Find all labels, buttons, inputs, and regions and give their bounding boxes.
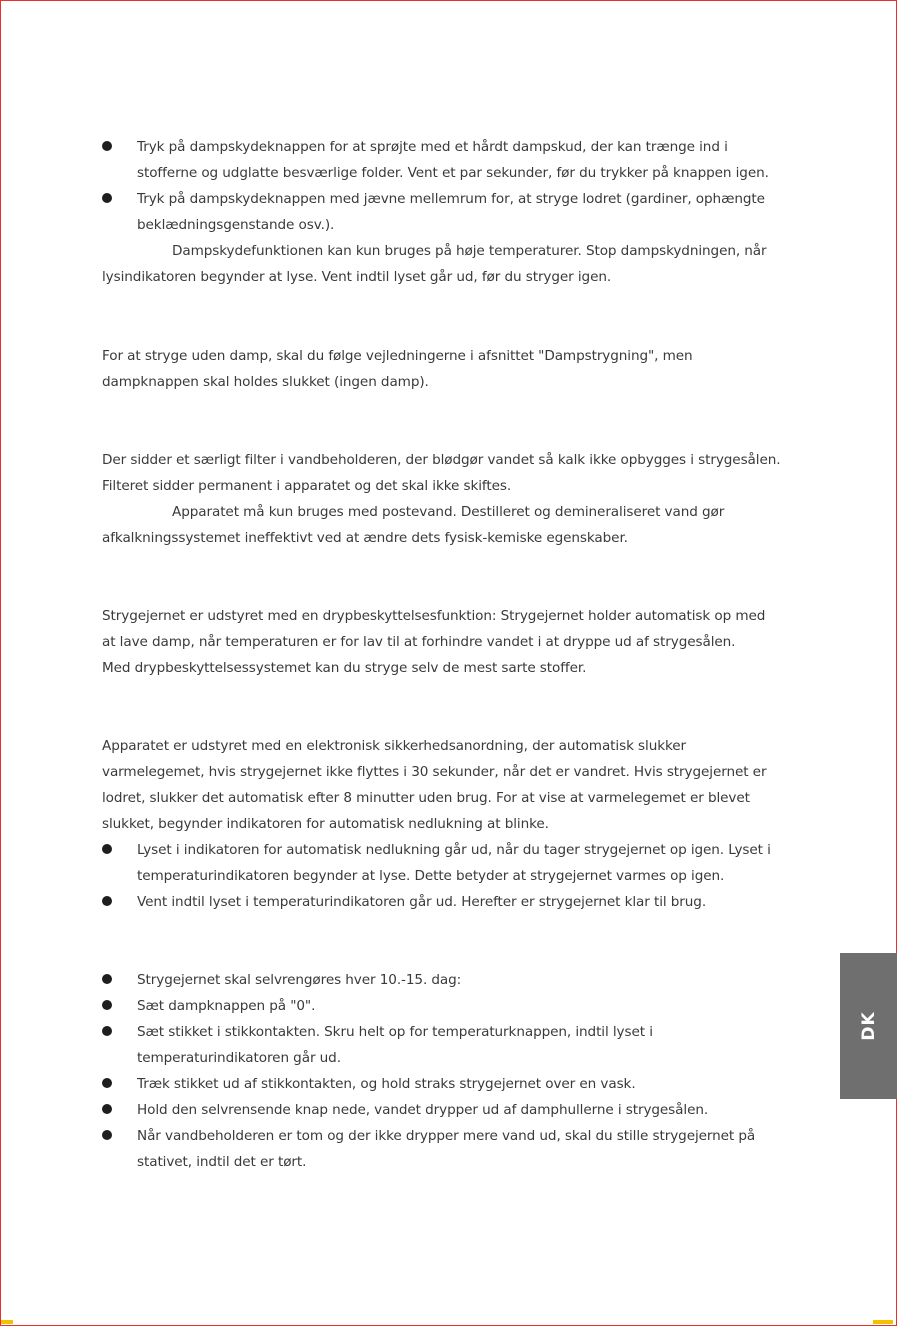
- crop-mark: [1, 1320, 13, 1324]
- bullet-icon: [102, 1130, 112, 1140]
- bullet-icon: [102, 1000, 112, 1010]
- list-item-text: Når vandbeholderen er tom og der ikke drypper mere vand ud, skal du stille strygejernet på: [137, 1128, 756, 1144]
- bullet-icon: [102, 974, 112, 984]
- note-text: afkalkningssystemet ineffektivt ved at ændre dets fysisk-kemiske egenskaber.: [102, 530, 628, 546]
- bullet-icon: [102, 1104, 112, 1114]
- paragraph-text: Filteret sidder permanent i apparatet og det skal ikke skiftes.: [102, 478, 512, 494]
- note-text: lysindikatoren begynder at lyse. Vent indtil lyset går ud, før du stryger igen.: [102, 269, 612, 285]
- list-item-text: Lyset i indikatoren for automatisk nedlukning går ud, når du tager strygejernet op igen. Lyset i: [137, 842, 771, 858]
- paragraph-text: For at stryge uden damp, skal du følge vejledningerne i afsnittet "Dampstrygning", men: [102, 348, 693, 364]
- list-item-text: temperaturindikatoren går ud.: [137, 1050, 341, 1066]
- paragraph-text: dampknappen skal holdes slukket (ingen damp).: [102, 374, 429, 390]
- bullet-icon: [102, 193, 112, 203]
- bullet-icon: [102, 896, 112, 906]
- language-tab-label: DK: [859, 1011, 879, 1041]
- note-text: Apparatet må kun bruges med postevand. Destilleret og demineraliseret vand gør: [172, 504, 725, 520]
- bullet-icon: [102, 1078, 112, 1088]
- paragraph-text: lodret, slukker det automatisk efter 8 minutter uden brug. For at vise at varmelegemet er blevet: [102, 790, 750, 806]
- list-item-text: Strygejernet skal selvrengøres hver 10.-15. dag:: [137, 972, 462, 988]
- language-tab: [840, 953, 897, 1099]
- paragraph-text: slukket, begynder indikatoren for automatisk nedlukning at blinke.: [102, 816, 549, 832]
- list-item-text: temperaturindikatoren begynder at lyse. Dette betyder at strygejernet varmes op igen.: [137, 868, 725, 884]
- list-item-text: Hold den selvrensende knap nede, vandet drypper ud af damphullerne i strygesålen.: [137, 1102, 709, 1118]
- bullet-icon: [102, 1026, 112, 1036]
- list-item-text: Tryk på dampskydeknappen med jævne mellemrum for, at stryge lodret (gardiner, ophængte: [137, 191, 765, 207]
- paragraph-text: Strygejernet er udstyret med en drypbeskyttelsesfunktion: Strygejernet holder automatisk op med: [102, 608, 766, 624]
- list-item-text: stativet, indtil det er tørt.: [137, 1154, 307, 1170]
- bullet-icon: [102, 844, 112, 854]
- list-item-text: beklædningsgenstande osv.).: [137, 217, 335, 233]
- paragraph-text: Med drypbeskyttelsessystemet kan du stryge selv de mest sarte stoffer.: [102, 660, 587, 676]
- paragraph-text: Apparatet er udstyret med en elektronisk sikkerhedsanordning, der automatisk slukker: [102, 738, 687, 754]
- list-item-text: Vent indtil lyset i temperaturindikatoren går ud. Herefter er strygejernet klar til brug.: [137, 894, 707, 910]
- list-item-text: Sæt dampknappen på "0".: [137, 998, 316, 1014]
- paragraph-text: Der sidder et særligt filter i vandbeholderen, der blødgør vandet så kalk ikke opbygges i strygesålen.: [102, 452, 781, 468]
- list-item-text: stofferne og udglatte besværlige folder. Vent et par sekunder, før du trykker på knappen igen.: [137, 165, 769, 181]
- list-item-text: Træk stikket ud af stikkontakten, og hold straks strygejernet over en vask.: [137, 1076, 636, 1092]
- list-item-text: Sæt stikket i stikkontakten. Skru helt op for temperaturknappen, indtil lyset i: [137, 1024, 653, 1040]
- paragraph-text: varmelegemet, hvis strygejernet ikke flyttes i 30 sekunder, når det er vandret. Hvis strygejernet er: [102, 764, 767, 780]
- bullet-icon: [102, 141, 112, 151]
- note-text: Dampskydefunktionen kan kun bruges på høje temperaturer. Stop dampskydningen, når: [172, 243, 767, 259]
- list-item-text: Tryk på dampskydeknappen for at sprøjte med et hårdt dampskud, der kan trænge ind i: [137, 139, 728, 155]
- crop-mark: [873, 1320, 893, 1324]
- paragraph-text: at lave damp, når temperaturen er for lav til at forhindre vandet i at dryppe ud af strygesålen.: [102, 634, 736, 650]
